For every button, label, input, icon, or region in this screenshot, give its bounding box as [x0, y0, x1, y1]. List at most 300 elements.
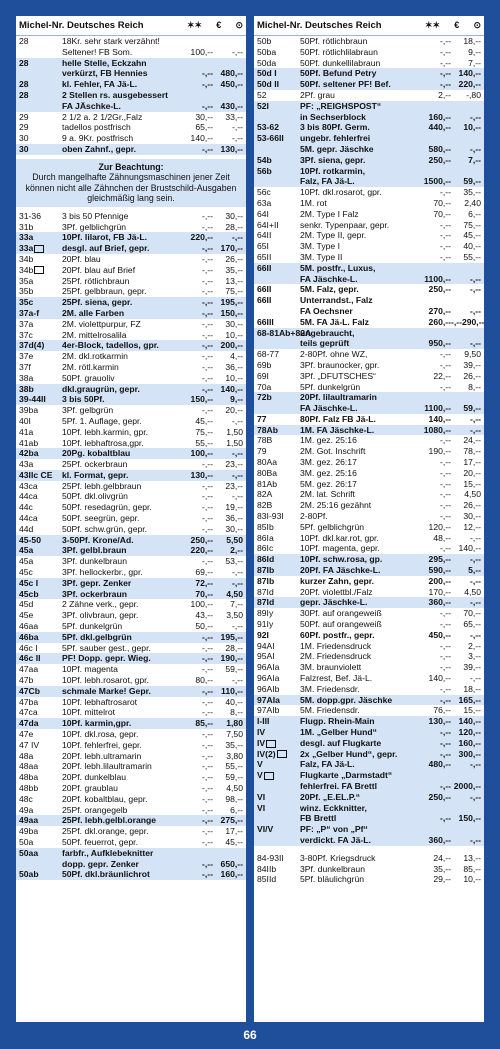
catalog-number: 28: [19, 57, 29, 68]
list-item: [254, 619, 484, 630]
list-item: [16, 718, 246, 729]
price-used: 10,--: [225, 329, 243, 340]
price-used: -,--: [232, 621, 243, 632]
list-item: [16, 79, 246, 90]
list-item: [16, 826, 246, 837]
price-mint: -,--: [202, 804, 213, 815]
price-mint: 24,--: [433, 852, 451, 863]
envelope-icon: [34, 266, 44, 274]
item-description: Unterrandst., Falz: [300, 295, 373, 306]
catalog-number: 46aa: [19, 621, 39, 632]
price-used: -,--: [232, 46, 243, 57]
catalog-number: 50b: [257, 36, 272, 46]
price-used: 18,--: [463, 683, 481, 694]
catalog-number: 47da: [19, 718, 39, 729]
item-description: FA JÄschke-L.: [62, 100, 121, 111]
price-used: 165,--: [458, 694, 481, 705]
list-item: [254, 317, 484, 328]
item-description: FB Brettl: [300, 813, 337, 824]
item-description: 50Pf. schw.grün, gepr.: [62, 523, 148, 534]
price-used: -,--: [470, 338, 481, 349]
list-item: [16, 405, 246, 416]
price-mint: 130,--: [190, 469, 213, 480]
list-item: [16, 351, 246, 362]
price-mint: [421, 133, 451, 144]
item-description: in Sechserblock: [300, 111, 366, 122]
item-description: 20Pf. dunkelblau: [62, 772, 127, 783]
list-item: [254, 533, 484, 544]
price-mint: -,--: [440, 68, 451, 79]
price-mint: -,--: [440, 608, 451, 619]
price-used: 140,--: [458, 68, 481, 79]
price-used: 35,--: [225, 739, 243, 750]
catalog-number: 79: [257, 446, 267, 457]
item-description: 80Pf. Falz FB Jä-L.: [300, 413, 376, 424]
item-description: 50Pf. dkl.bräunlichrot: [62, 869, 150, 880]
price-used: -,--: [470, 273, 481, 284]
price-used: [451, 133, 481, 144]
price-mint: 130,--: [428, 716, 451, 727]
item-description: 2M. Type I Falz: [300, 208, 359, 219]
list-item: [16, 254, 246, 265]
catalog-number: 65I: [257, 241, 269, 252]
price-mint: -,--: [202, 642, 213, 653]
item-description: 20Pg. kobaltblau: [62, 448, 131, 459]
item-description: 25Pf. lebh.gelbl.orange: [62, 815, 157, 826]
price-mint: 590,--: [428, 565, 451, 576]
price-used: 23,--: [225, 459, 243, 470]
list-item: [16, 524, 246, 535]
price-used: 98,--: [225, 793, 243, 804]
price-mint: -,--: [202, 79, 213, 90]
catalog-number: 49ba: [19, 826, 39, 837]
item-description: 10Pf. rotkarmin,: [300, 165, 365, 176]
catalog-number: 45d: [19, 599, 34, 610]
catalog-number: 37e: [19, 351, 34, 362]
item-description: 3Pf. siena, gepr.: [300, 154, 366, 165]
catalog-number: VI: [257, 791, 266, 802]
list-item: [254, 695, 484, 706]
price-mint: -,--: [202, 459, 213, 470]
list-item: [254, 543, 484, 554]
catalog-number: 96AIb: [257, 683, 280, 694]
left-column: [16, 16, 246, 1022]
item-description: 2M. Got. Inschrift: [300, 446, 366, 457]
price-mint: -,--: [202, 100, 213, 111]
list-item: [16, 545, 246, 556]
item-description: 5M. FA Jä-L. Falz: [300, 316, 369, 327]
price-used: -,--: [470, 111, 481, 122]
list-item: [16, 47, 246, 58]
list-item: [254, 630, 484, 641]
catalog-number: 96AIa: [257, 662, 280, 673]
price-mint: 250,--: [428, 284, 451, 295]
list-item: [16, 761, 246, 772]
item-description: dopp. gepr. Zenker: [62, 858, 139, 869]
list-item: [16, 491, 246, 502]
list-item: [254, 176, 484, 187]
catalog-number: 54b: [257, 154, 272, 165]
price-mint: 85,--: [195, 718, 213, 729]
item-description: farbfr., Aufklebeknitter: [62, 847, 154, 858]
item-description: 1M. gez. 25:16: [300, 435, 357, 446]
price-mint: 100,--: [190, 46, 213, 57]
price-mint: -,--: [440, 651, 451, 662]
price-used: 17,--: [463, 457, 481, 468]
price-used: 3,50: [226, 610, 243, 621]
item-description: kl. Format, gepr.: [62, 469, 129, 480]
price-mint: -,--: [440, 619, 451, 630]
price-mint: -,--: [440, 46, 451, 57]
catalog-number: [257, 781, 300, 792]
price-mint: -,--: [202, 513, 213, 524]
catalog-number: 30: [19, 133, 29, 144]
catalog-number: 53-66II: [257, 133, 284, 144]
list-item: [254, 241, 484, 252]
price-used: 26,--: [463, 370, 481, 381]
catalog-number: 48c: [19, 793, 33, 804]
catalog-number: 47ba: [19, 696, 39, 707]
price-mint: -,--: [440, 359, 451, 370]
list-item: [254, 187, 484, 198]
price-used: [451, 328, 481, 339]
price-mint: -,--: [440, 251, 451, 262]
price-mint: 260,--: [428, 316, 451, 327]
catalog-number: 45-50: [19, 534, 41, 545]
price-mint: -,--: [440, 543, 451, 554]
price-used: 10,--: [463, 874, 481, 885]
catalog-number: 84IIb: [257, 863, 277, 874]
item-description: fehlerfrei. FA Brettl: [300, 780, 378, 791]
price-mint: -,--: [440, 381, 451, 392]
item-description: 3-50Pf. Krone/Ad.: [62, 534, 134, 545]
price-used: [213, 36, 243, 47]
item-description: winz. Eckknitter,: [300, 802, 367, 813]
item-description: Falz, FA Jä-L.: [300, 176, 355, 187]
item-description: 20Pf. blau auf Brief: [62, 264, 136, 275]
item-description: 3-80Pf. Kriegsdruck: [300, 852, 376, 863]
item-description: 20Pf. kobaltblau, gepr.: [62, 793, 148, 804]
list-item: [254, 489, 484, 500]
catalog-number: 48a: [19, 750, 34, 761]
item-description: 18Kr. sehr stark verzähnt!: [62, 36, 160, 46]
catalog-number: 37d(4): [19, 340, 45, 351]
price-mint: 69,--: [195, 567, 213, 578]
price-used: [213, 848, 243, 859]
price-mint: 100,--: [190, 599, 213, 610]
list-item: [16, 751, 246, 762]
catalog-number: 84-93II: [257, 852, 284, 863]
list-item: [16, 599, 246, 610]
price-used: -,--: [470, 424, 481, 435]
list-item: [254, 446, 484, 457]
catalog-number: 49a: [19, 804, 34, 815]
item-description: 30Pf. auf orangeweiß: [300, 608, 382, 619]
catalog-number: [257, 274, 300, 285]
list-item: [254, 835, 484, 846]
item-description: 3Pf. olivbraun, gepr.: [62, 610, 139, 621]
item-description: 5M. postfr., Luxus,: [300, 262, 376, 273]
item-description: 3M. gez. 26:17: [300, 457, 357, 468]
item-description: 3M. gez. 25:16: [300, 467, 357, 478]
euro-symbol-icon: €: [454, 20, 460, 30]
list-item: [254, 263, 484, 274]
catalog-number: 63a: [257, 197, 272, 208]
list-item: [16, 36, 246, 47]
price-mint: -,--: [202, 329, 213, 340]
item-description: 50Pf. seegrün, gepr.: [62, 513, 140, 524]
item-description: 10Pf. fehlerfrei, gepr.: [62, 739, 142, 750]
price-used: 5,--: [468, 565, 481, 576]
price-mint: 360,--: [428, 597, 451, 608]
catalog-number: 50d I: [257, 68, 277, 79]
price-used: 59,--: [463, 403, 481, 414]
list-item: [254, 284, 484, 295]
item-description: PF: „REIGHSPOST“: [300, 100, 382, 111]
price-mint: 1100,--: [424, 403, 451, 414]
list-item: [254, 371, 484, 382]
price-used: 8,--: [468, 381, 481, 392]
price-mint: 190,--: [428, 446, 451, 457]
price-mint: -,--: [202, 523, 213, 534]
price-used: 450,--: [220, 79, 243, 90]
page-number: 66: [243, 1028, 257, 1042]
price-mint: 80,--: [195, 675, 213, 686]
price-used: 430,--: [220, 100, 243, 111]
catalog-number: [257, 835, 300, 846]
list-item: [16, 232, 246, 243]
price-mint: 250,--: [190, 534, 213, 545]
item-description: oben Zahnf., gepr.: [62, 143, 137, 154]
list-item: [254, 576, 484, 587]
list-item: [16, 427, 246, 438]
catalog-number: 29: [19, 111, 29, 122]
catalog-number: [19, 68, 62, 79]
price-mint: 48,--: [433, 532, 451, 543]
list-item: [16, 783, 246, 794]
catalog-number: [257, 813, 300, 824]
price-used: [451, 770, 481, 781]
price-mint: [421, 295, 451, 306]
price-mint: 250,--: [428, 154, 451, 165]
list-item: [254, 295, 484, 306]
price-used: 2,--: [230, 545, 243, 556]
item-description: 10Pf. dkl.rosa, gepr.: [62, 729, 139, 740]
price-mint: -,--: [440, 500, 451, 511]
price-used: 4,50: [226, 783, 243, 793]
catalog-number: 50aa: [19, 847, 39, 858]
price-mint: [421, 803, 451, 814]
item-description: 1M. FA Jäschke-L.: [300, 424, 375, 435]
price-used: 12,--: [463, 521, 481, 532]
list-item: [16, 112, 246, 123]
item-description: 50Pf. auf orangeweiß: [300, 619, 382, 630]
item-description: 10Pf. dkl.kar.rot, gpr.: [300, 532, 379, 543]
item-description: 1M. Friedensdruck: [300, 640, 372, 651]
price-mint: -,--: [202, 351, 213, 362]
price-used: 15,--: [463, 705, 481, 716]
list-item: [16, 144, 246, 155]
item-description: 1M. rot: [300, 197, 327, 208]
price-used: 170,--: [220, 243, 243, 254]
price-used: 39,--: [463, 662, 481, 673]
price-used: 150,--: [220, 307, 243, 318]
price-mint: -,--: [202, 556, 213, 567]
list-item: [254, 468, 484, 479]
price-mint: 140,--: [428, 413, 451, 424]
item-description: 10Pf. lebh.karmin, gpr.: [62, 426, 148, 437]
price-used: 20,--: [463, 467, 481, 478]
catalog-number: VI: [257, 802, 266, 813]
price-mint: -,--: [440, 36, 451, 46]
list-item: [254, 813, 484, 824]
item-description: 20Pf. violettbl./Falz: [300, 586, 373, 597]
price-mint: -,--: [202, 253, 213, 264]
item-description: 2M. dkl.rotkarmin: [62, 351, 128, 362]
catalog-number: 97AIb: [257, 705, 280, 716]
catalog-number: 78Ab: [257, 424, 279, 435]
price-mint: -,--: [440, 694, 451, 705]
list-item: [254, 651, 484, 662]
price-used: 9,--: [230, 394, 243, 405]
catalog-number: 47ca: [19, 707, 38, 718]
price-used: [213, 90, 243, 101]
catalog-page: [16, 16, 484, 1022]
price-used: 2,40: [464, 197, 481, 208]
catalog-number: 31-36: [19, 210, 41, 221]
price-mint: -,--: [202, 826, 213, 837]
catalog-number: 86Ia: [257, 532, 274, 543]
list-item: [254, 874, 484, 885]
list-item: [16, 470, 246, 481]
price-used: -,--: [470, 791, 481, 802]
catalog-number: 69I: [257, 370, 269, 381]
price-mint: 295,--: [428, 554, 451, 565]
price-used: 4,50: [464, 586, 481, 597]
catalog-number: [19, 101, 62, 112]
price-used: -,--: [232, 491, 243, 502]
item-description: 20Pf. „E.EL.P.“: [300, 791, 361, 802]
catalog-number: 46c II: [19, 653, 41, 664]
list-item: [16, 513, 246, 524]
item-description: 10Pf. schw.rosa, gp.: [300, 554, 383, 565]
price-used: 18,--: [463, 36, 481, 46]
column-header: [254, 16, 484, 36]
price-used: [213, 58, 243, 69]
price-used: 6,--: [468, 208, 481, 219]
catalog-number: 34b: [19, 265, 62, 276]
item-description: Falzrest, Bef. Jä-L.: [300, 673, 373, 684]
catalog-number: [19, 47, 62, 58]
price-mint: -,--: [440, 780, 451, 791]
price-mint: -,--: [202, 297, 213, 308]
item-description: 20Pf. FA Jäschke-L.: [300, 565, 381, 576]
price-used: -,--: [232, 675, 243, 686]
catalog-number: 89Iy: [257, 608, 274, 619]
price-mint: 220,--: [190, 232, 213, 243]
price-used: 36,--: [225, 513, 243, 524]
catalog-number: 80Ba: [257, 467, 278, 478]
item-description: 60Pf. postfr., gepr.: [300, 629, 375, 640]
item-description: 50Pf. seltener PF! Bef.: [300, 79, 391, 90]
price-used: 30,--: [225, 210, 243, 221]
item-description: 20Pf. blau: [62, 253, 101, 264]
price-used: 10,--: [463, 122, 481, 133]
catalog-number: 70a: [257, 381, 272, 392]
list-item: [16, 794, 246, 805]
item-description: ungebraucht,: [300, 327, 355, 338]
item-description: 3M. braunviolett: [300, 662, 362, 673]
price-mint: -,--: [202, 286, 213, 297]
catalog-number: 37a: [19, 318, 34, 329]
item-description: 3Pf. „DFUTSCHES“: [300, 370, 376, 381]
item-description: 3Pf. gelblichgrün: [62, 221, 127, 232]
catalog-number: 47Cb: [19, 685, 41, 696]
price-used: 59,--: [225, 664, 243, 675]
price-used: 120,--: [458, 727, 481, 737]
list-item: [16, 340, 246, 351]
item-description: 3Pf. braunocker, gpr.: [300, 359, 380, 370]
item-description: 2-80Pf.: [300, 511, 328, 522]
price-used: 20,--: [225, 405, 243, 416]
price-mint: -,--: [440, 79, 451, 90]
price-used: 15,--: [463, 478, 481, 489]
price-mint: -,--: [440, 219, 451, 230]
item-description: 5Pf. gelblichgrün: [300, 521, 365, 532]
catalog-number: [19, 859, 62, 870]
catalog-number: 30: [19, 143, 29, 154]
list-item: [16, 686, 246, 697]
price-mint: -,--: [440, 457, 451, 468]
price-used: 9,50: [464, 349, 481, 360]
item-description: 3Pf. gepr. Zenker: [62, 577, 132, 588]
column-title: Michel-Nr. Deutsches Reich: [257, 20, 382, 31]
item-description: PF! Dopp. gepr. Wieg.: [62, 653, 151, 664]
list-item: [16, 122, 246, 133]
catalog-number: 68-81Ab+82A: [257, 327, 312, 338]
catalog-number: 86Ic: [257, 543, 274, 554]
list-item: [254, 414, 484, 425]
catalog-number: 45e: [19, 610, 34, 621]
price-used: 130,--: [220, 143, 243, 154]
price-used: 26,--: [463, 500, 481, 511]
item-description: 2 1/2 a. 2 1/2Gr.,Falz: [62, 111, 143, 122]
price-mint: -,--: [202, 143, 213, 154]
price-mint: 50,--: [195, 621, 213, 632]
catalog-number: [257, 176, 300, 187]
price-used: 220,--: [458, 79, 481, 90]
price-mint: 72,--: [195, 577, 213, 588]
list-item: [254, 792, 484, 803]
item-description: 3Pf. gelbl.braun: [62, 545, 127, 556]
catalog-number: 66III: [257, 316, 274, 327]
price-mint: 35,--: [433, 863, 451, 874]
price-mint: -,--: [440, 57, 451, 68]
catalog-number: 38b: [19, 383, 34, 394]
price-mint: -,--: [202, 761, 213, 772]
price-mint: 70,--: [433, 197, 451, 208]
catalog-number: 43IIc CE: [19, 469, 53, 480]
price-mint: -,--: [202, 221, 213, 232]
price-mint: 580,--: [428, 143, 451, 154]
price-used: 7,50: [226, 729, 243, 740]
price-used: 28,--: [225, 221, 243, 232]
list-item: [16, 438, 246, 449]
price-mint: -,--: [440, 489, 451, 500]
price-used: 13,--: [463, 852, 481, 863]
item-description: 25Pf. ockerbraun: [62, 459, 128, 470]
price-mint: 220,--: [190, 545, 213, 556]
